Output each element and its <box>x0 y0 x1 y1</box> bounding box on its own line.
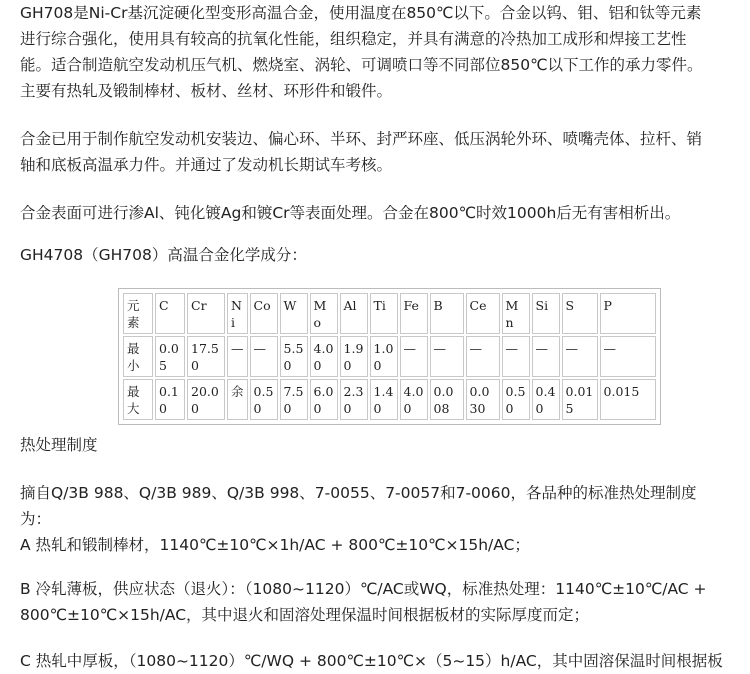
table-cell: — <box>227 336 248 377</box>
table-cell: 1.40 <box>370 379 398 420</box>
text-line: 合金表面可进行渗Al、钝化镀Ag和镀Cr等表面处理。合金在800℃时效1000h后无有害相析出。 <box>20 204 681 222</box>
table-cell: — <box>466 336 500 377</box>
table-cell: C <box>155 293 185 334</box>
table-cell: Si <box>532 293 560 334</box>
composition-table-frame <box>118 288 661 425</box>
surface-treatment-paragraph <box>20 200 732 226</box>
table-cell: Cr <box>187 293 225 334</box>
table-cell: 6.00 <box>310 379 338 420</box>
table-cell: Co <box>250 293 278 334</box>
table-cell: 7.50 <box>280 379 308 420</box>
table-cell: 0.40 <box>532 379 560 420</box>
text-line: B 冷轧薄板，供应状态（退火）：（1080~1120）℃/AC或WQ，标准热处理：1140℃±10℃/AC + <box>20 580 707 598</box>
table-cell: 0.50 <box>502 379 530 420</box>
table-cell: 1.00 <box>370 336 398 377</box>
text-line: 合金已用于制作航空发动机安装边、偏心环、半环、封严环座、低压涡轮外环、喷嘴壳体、拉杆、销 <box>20 130 703 148</box>
text-line: GH708是Ni-Cr基沉淀硬化型变形高温合金，使用温度在850℃以下。合金以钨、钼、铝和钛等元素 <box>20 4 702 22</box>
table-cell: 最大 <box>123 379 153 420</box>
table-cell: 5.50 <box>280 336 308 377</box>
table-cell: — <box>430 336 464 377</box>
table-cell: 余 <box>227 379 248 420</box>
table-cell: W <box>280 293 308 334</box>
table-cell: — <box>562 336 598 377</box>
table-cell: B <box>430 293 464 334</box>
intro-paragraph <box>20 0 732 104</box>
text-line: 进行综合强化，使用具有较高的抗氧化性能，组织稳定，并具有满意的冷热加工成形和焊接工艺性 <box>20 30 687 48</box>
text-line: 能。适合制造航空发动机压气机、燃烧室、涡轮、可调喷口等不同部位850℃以下工作的承力零件。 <box>20 56 703 74</box>
table-cell: Al <box>340 293 368 334</box>
table-cell: — <box>250 336 278 377</box>
table-cell: 最小 <box>123 336 153 377</box>
table-cell: — <box>532 336 560 377</box>
table-header-row <box>123 293 656 334</box>
table-cell: 2.30 <box>340 379 368 420</box>
table-cell: 17.50 <box>187 336 225 377</box>
table-cell: 元素 <box>123 293 153 334</box>
text-line: C 热轧中厚板，（1080~1120）℃/WQ + 800℃±10℃×（5~15）h/AC，其中固溶保温时间根据板 <box>20 652 723 670</box>
text-line: GH4708（GH708）高温合金化学成分： <box>20 246 307 264</box>
table-cell: 0.015 <box>600 379 656 420</box>
table-cell: 0.10 <box>155 379 185 420</box>
table-cell: Fe <box>400 293 428 334</box>
table-cell: Mn <box>502 293 530 334</box>
text-line: 轴和底板高温承力件。并通过了发动机长期试车考核。 <box>20 156 393 174</box>
text-line: 主要有热轧及锻制棒材、板材、丝材、环形件和锻件。 <box>20 82 393 100</box>
table-cell: 20.00 <box>187 379 225 420</box>
table-cell: Mo <box>310 293 338 334</box>
table-cell: 0.05 <box>155 336 185 377</box>
heat-treatment-item-b <box>20 576 732 628</box>
text-line: A 热轧和锻制棒材，1140℃±10℃×1h/AC + 800℃±10℃×15h/AC； <box>20 536 530 554</box>
table-cell: 0.50 <box>250 379 278 420</box>
table-cell: 4.00 <box>310 336 338 377</box>
composition-table <box>121 291 658 422</box>
table-cell: — <box>600 336 656 377</box>
heat-treatment-item-c <box>20 648 732 674</box>
heat-treatment-intro <box>20 480 732 558</box>
text-line: 摘自Q/3B 988、Q/3B 989、Q/3B 998、7-0055、7-0057和7-0060，各品种的标准热处理制度 <box>20 484 697 502</box>
table-cell: 0.008 <box>430 379 464 420</box>
application-paragraph <box>20 126 732 178</box>
table-cell: Ti <box>370 293 398 334</box>
text-line: 热处理制度 <box>20 436 98 454</box>
table-cell: P <box>600 293 656 334</box>
table-cell: 1.90 <box>340 336 368 377</box>
text-line: 为： <box>20 510 52 528</box>
text-line: 800℃±10℃×15h/AC，其中退火和固溶处理保温时间根据板材的实际厚度而定； <box>20 606 590 624</box>
table-row <box>123 336 656 377</box>
table-cell: — <box>400 336 428 377</box>
table-cell: 4.00 <box>400 379 428 420</box>
table-row <box>123 379 656 420</box>
table-cell: 0.030 <box>466 379 500 420</box>
composition-title <box>20 242 732 268</box>
table-cell: S <box>562 293 598 334</box>
heat-treatment-title <box>20 432 732 458</box>
table-cell: Ce <box>466 293 500 334</box>
table-cell: 0.015 <box>562 379 598 420</box>
table-cell: Ni <box>227 293 248 334</box>
table-cell: — <box>502 336 530 377</box>
